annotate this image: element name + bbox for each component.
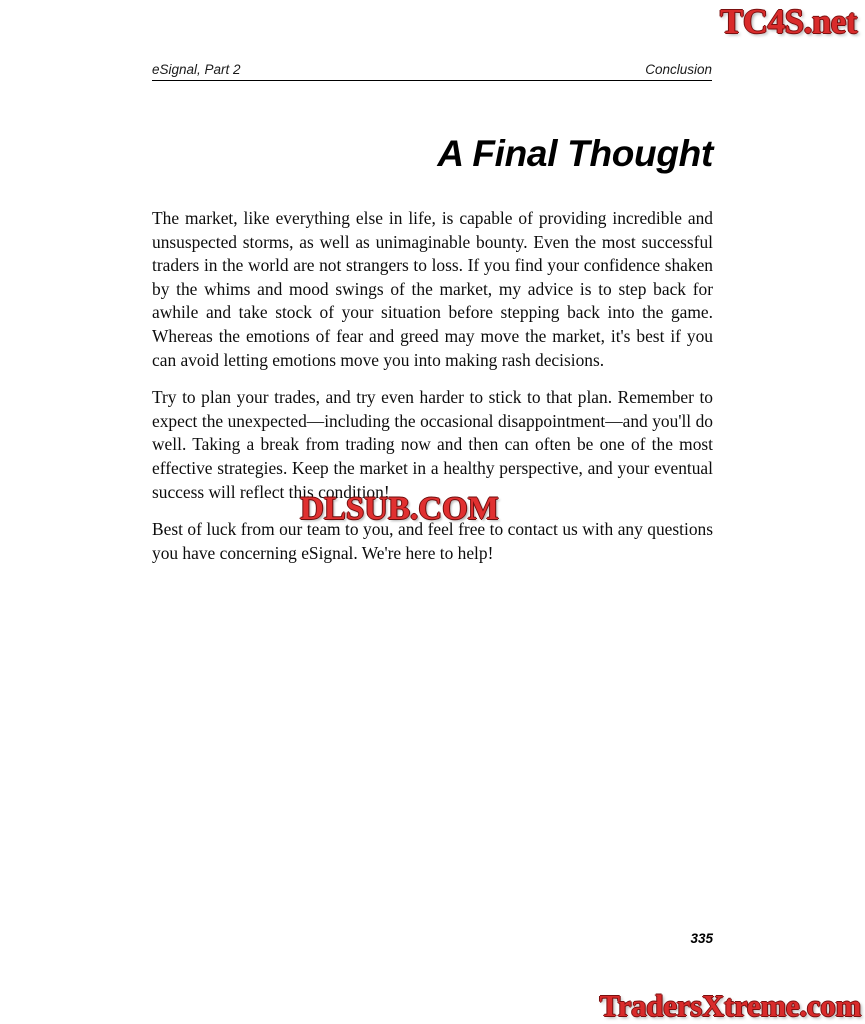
watermark-top-right: TC4S.net (720, 2, 857, 41)
running-head (152, 62, 712, 81)
running-head-right: Conclusion (645, 62, 712, 77)
body-paragraph: Best of luck from our team to you, and feel free to contact us with any questions you have concerning eSignal. We're here to help! (152, 519, 713, 563)
body-paragraph: The market, like everything else in life, is capable of providing incredible and unsuspected storms, as well as unimaginable bounty. Even the most successful traders in the world are not strangers to loss. If you find your confidence shaken by the whims and mood swings of the market, my advice is to step back for awhile and take stock of your situation before stepping back into the game. Whereas the emotions of fear and greed may move the market, it's best if you can avoid letting emotions move you into making rash decisions. (152, 208, 713, 370)
page-title: A Final Thought (437, 132, 713, 174)
page-number: 335 (690, 931, 713, 946)
watermark-bottom-right: TradersXtreme.com (599, 988, 861, 1023)
watermark-center: DLSUB.COM (300, 491, 499, 527)
running-head-left: eSignal, Part 2 (152, 62, 241, 77)
body-paragraph: Try to plan your trades, and try even harder to stick to that plan. Remember to expect the unexpected—including the occasional disappointment—and you'll do well. Taking a break from trading now and then can often be one of the most effective strategies. Keep the market in a healthy perspective, and your eventual success will reflect this condition! (152, 387, 713, 502)
